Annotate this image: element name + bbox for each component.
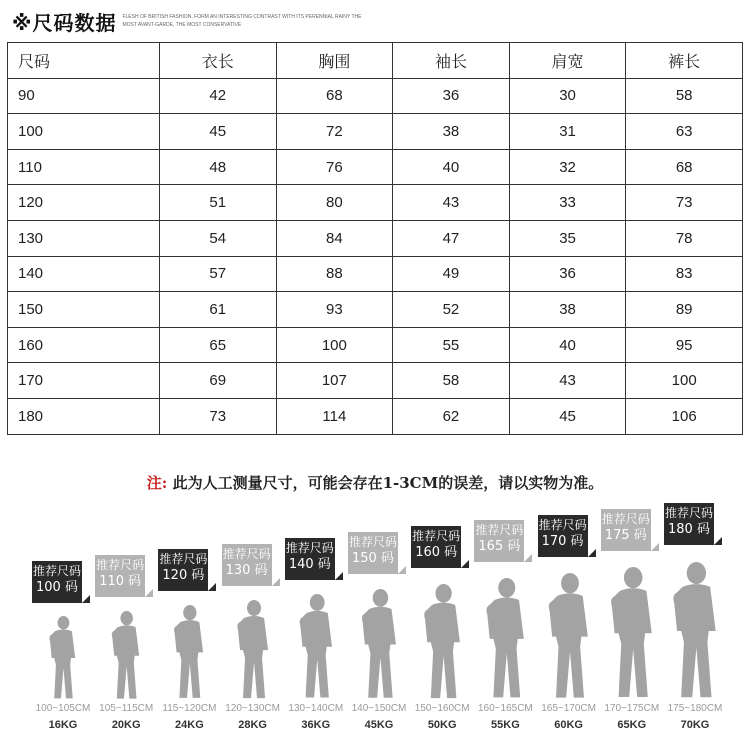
- child-silhouette: [480, 578, 531, 700]
- size-table: [7, 42, 743, 435]
- table-cell: 84: [276, 220, 393, 256]
- table-cell: 36: [393, 78, 510, 114]
- weight-label: 24KG: [175, 719, 204, 731]
- recommend-tag-size: 140 码: [288, 556, 331, 572]
- table-cell: 43: [393, 185, 510, 221]
- page-title: ※尺码数据: [12, 10, 117, 35]
- recommend-tag-size: 150 码: [352, 551, 394, 566]
- child-silhouette: [232, 600, 274, 700]
- recommend-tag-label: 推荐尺码: [475, 523, 524, 538]
- table-cell: 43: [509, 363, 626, 399]
- table-cell: 62: [393, 398, 510, 434]
- weight-label: 16KG: [48, 719, 78, 731]
- recommend-tag-size: 110 码: [99, 574, 142, 590]
- weight-label: 45KG: [364, 719, 394, 731]
- table-cell: 88: [276, 256, 393, 292]
- table-cell: 51: [159, 185, 276, 221]
- weight-label: 28KG: [238, 719, 267, 731]
- table-cell: 32: [509, 149, 626, 185]
- height-range-label: 175~180CM: [667, 703, 723, 714]
- height-range-label: 115~120CM: [162, 703, 217, 714]
- recommend-tag-label: 推荐尺码: [96, 558, 145, 573]
- table-cell: 90: [8, 78, 160, 114]
- recommend-tag-size: 100 码: [36, 580, 78, 595]
- recommend-tag-size: 175 码: [604, 527, 647, 543]
- table-row: [8, 327, 743, 363]
- child-silhouette: [666, 562, 724, 700]
- table-cell: 100: [276, 327, 393, 363]
- weight-label: 55KG: [491, 719, 520, 731]
- table-cell: 68: [626, 149, 743, 185]
- table-cell: 100: [8, 114, 160, 150]
- recommend-tag-label: 推荐尺码: [159, 552, 208, 567]
- table-cell: 58: [626, 78, 743, 114]
- table-cell: 78: [626, 220, 743, 256]
- recommend-size-tag: [474, 520, 524, 562]
- table-cell: 58: [393, 363, 510, 399]
- table-cell: 130: [8, 220, 160, 256]
- child-silhouette: [418, 584, 467, 700]
- col-header-size: 尺码: [8, 43, 160, 79]
- recommend-size-tag: [601, 509, 651, 551]
- table-cell: 48: [159, 149, 276, 185]
- table-cell: 69: [159, 363, 276, 399]
- table-cell: 160: [8, 327, 160, 363]
- table-cell: 180: [8, 398, 160, 434]
- table-cell: 106: [626, 398, 743, 434]
- recommend-tag-label: 推荐尺码: [32, 564, 81, 578]
- table-cell: 57: [159, 256, 276, 292]
- table-cell: 35: [509, 220, 626, 256]
- table-row: [8, 149, 743, 185]
- weight-label: 60KG: [554, 719, 583, 731]
- height-range-label: 105~115CM: [99, 703, 154, 714]
- table-body: [8, 78, 743, 434]
- weight-label: 70KG: [680, 719, 710, 731]
- measurement-note: [0, 472, 750, 493]
- height-range-label: 150~160CM: [414, 703, 470, 714]
- table-cell: 40: [393, 149, 510, 185]
- recommend-tag-size: 165 码: [478, 539, 521, 555]
- table-row: [8, 398, 743, 434]
- weight-label: 65KG: [617, 719, 647, 731]
- note-prefix: 注:: [146, 474, 168, 492]
- table-cell: 65: [159, 327, 276, 363]
- child-silhouette: [604, 567, 660, 700]
- table-cell: 52: [393, 292, 510, 328]
- table-row: [8, 292, 743, 328]
- table-cell: 49: [393, 256, 510, 292]
- weight-label: 50KG: [427, 719, 457, 731]
- recommend-tag-label: 推荐尺码: [538, 517, 587, 532]
- recommend-tag-size: 170 码: [541, 533, 584, 549]
- recommend-size-tag: [158, 549, 208, 591]
- recommend-tag-size: 130 码: [225, 562, 268, 578]
- weight-label: 36KG: [301, 719, 331, 731]
- note-text: 此为人工测量尺寸，可能会存在1-3CM的误差，请以实物为准。: [172, 474, 604, 492]
- table-cell: 73: [626, 185, 743, 221]
- child-silhouette: [107, 611, 145, 700]
- table-cell: 80: [276, 185, 393, 221]
- table-header-row: [8, 43, 743, 79]
- table-cell: 170: [8, 363, 160, 399]
- recommend-tag-label: 推荐尺码: [664, 506, 713, 520]
- col-header-chest: 胸围: [276, 43, 393, 79]
- height-range-label: 120~130CM: [225, 703, 280, 714]
- table-row: [8, 185, 743, 221]
- table-cell: 61: [159, 292, 276, 328]
- col-header-sleeve: 袖长: [393, 43, 510, 79]
- table-cell: 38: [393, 114, 510, 150]
- recommend-size-tag: [538, 515, 588, 557]
- table-cell: 31: [509, 114, 626, 150]
- recommend-tag-size: 120 码: [162, 568, 205, 584]
- table-cell: 33: [509, 185, 626, 221]
- table-row: [8, 220, 743, 256]
- header: [12, 6, 372, 36]
- height-range-label: 130~140CM: [288, 703, 344, 714]
- table-cell: 54: [159, 220, 276, 256]
- table-cell: 100: [626, 363, 743, 399]
- col-header-shoulder: 肩宽: [509, 43, 626, 79]
- height-range-label: 100~105CM: [35, 703, 91, 714]
- table-cell: 140: [8, 256, 160, 292]
- table-cell: 150: [8, 292, 160, 328]
- recommend-tag-label: 推荐尺码: [412, 529, 461, 544]
- child-silhouette: [356, 589, 403, 700]
- table-row: [8, 363, 743, 399]
- recommend-size-tag: [95, 555, 145, 597]
- table-cell: 110: [8, 149, 160, 185]
- recommend-size-tag: [285, 538, 335, 580]
- table-cell: 30: [509, 78, 626, 114]
- height-range-label: 170~175CM: [604, 703, 660, 714]
- table-cell: 55: [393, 327, 510, 363]
- recommend-size-tag: [32, 561, 82, 603]
- recommend-size-tag: [664, 503, 714, 545]
- child-silhouette: [294, 594, 338, 700]
- col-header-pants: 裤长: [626, 43, 743, 79]
- table-cell: 68: [276, 78, 393, 114]
- table-cell: 95: [626, 327, 743, 363]
- table-cell: 38: [509, 292, 626, 328]
- table-cell: 76: [276, 149, 393, 185]
- height-range-label: 165~170CM: [541, 703, 596, 714]
- recommend-size-tag: [411, 526, 461, 568]
- table-cell: 72: [276, 114, 393, 150]
- table-cell: 42: [159, 78, 276, 114]
- recommend-tag-size: 180 码: [668, 522, 710, 537]
- height-range-label: 160~165CM: [478, 703, 533, 714]
- table-cell: 47: [393, 220, 510, 256]
- recommend-size-tag: [348, 532, 398, 574]
- recommend-tag-label: 推荐尺码: [222, 546, 271, 561]
- header-tagline: FLESH OF BRITISH FASHION, FORM AN INTERESTING CONTRAST WITH ITS PERENNIAL RAINY THE MOST AVANT-GARDE, THE MOST CONSERVATIVE: [122, 14, 362, 28]
- child-silhouette: [169, 605, 209, 700]
- table-cell: 120: [8, 185, 160, 221]
- table-cell: 63: [626, 114, 743, 150]
- recommend-tag-size: 160 码: [415, 545, 458, 561]
- height-range-label: 140~150CM: [351, 703, 407, 714]
- weight-label: 20KG: [111, 719, 141, 731]
- recommend-size-tag: [222, 544, 272, 586]
- table-row: [8, 78, 743, 114]
- table-row: [8, 114, 743, 150]
- table-cell: 83: [626, 256, 743, 292]
- table-cell: 45: [509, 398, 626, 434]
- child-silhouette: [542, 573, 595, 700]
- table-cell: 107: [276, 363, 393, 399]
- table-cell: 36: [509, 256, 626, 292]
- recommend-tag-label: 推荐尺码: [601, 511, 650, 526]
- table-cell: 89: [626, 292, 743, 328]
- table-cell: 114: [276, 398, 393, 434]
- table-cell: 45: [159, 114, 276, 150]
- col-header-length: 衣长: [159, 43, 276, 79]
- table-row: [8, 256, 743, 292]
- table-cell: 93: [276, 292, 393, 328]
- child-silhouette: [45, 616, 80, 700]
- recommend-tag-label: 推荐尺码: [348, 535, 397, 549]
- recommend-tag-label: 推荐尺码: [285, 540, 334, 555]
- table-cell: 73: [159, 398, 276, 434]
- table-cell: 40: [509, 327, 626, 363]
